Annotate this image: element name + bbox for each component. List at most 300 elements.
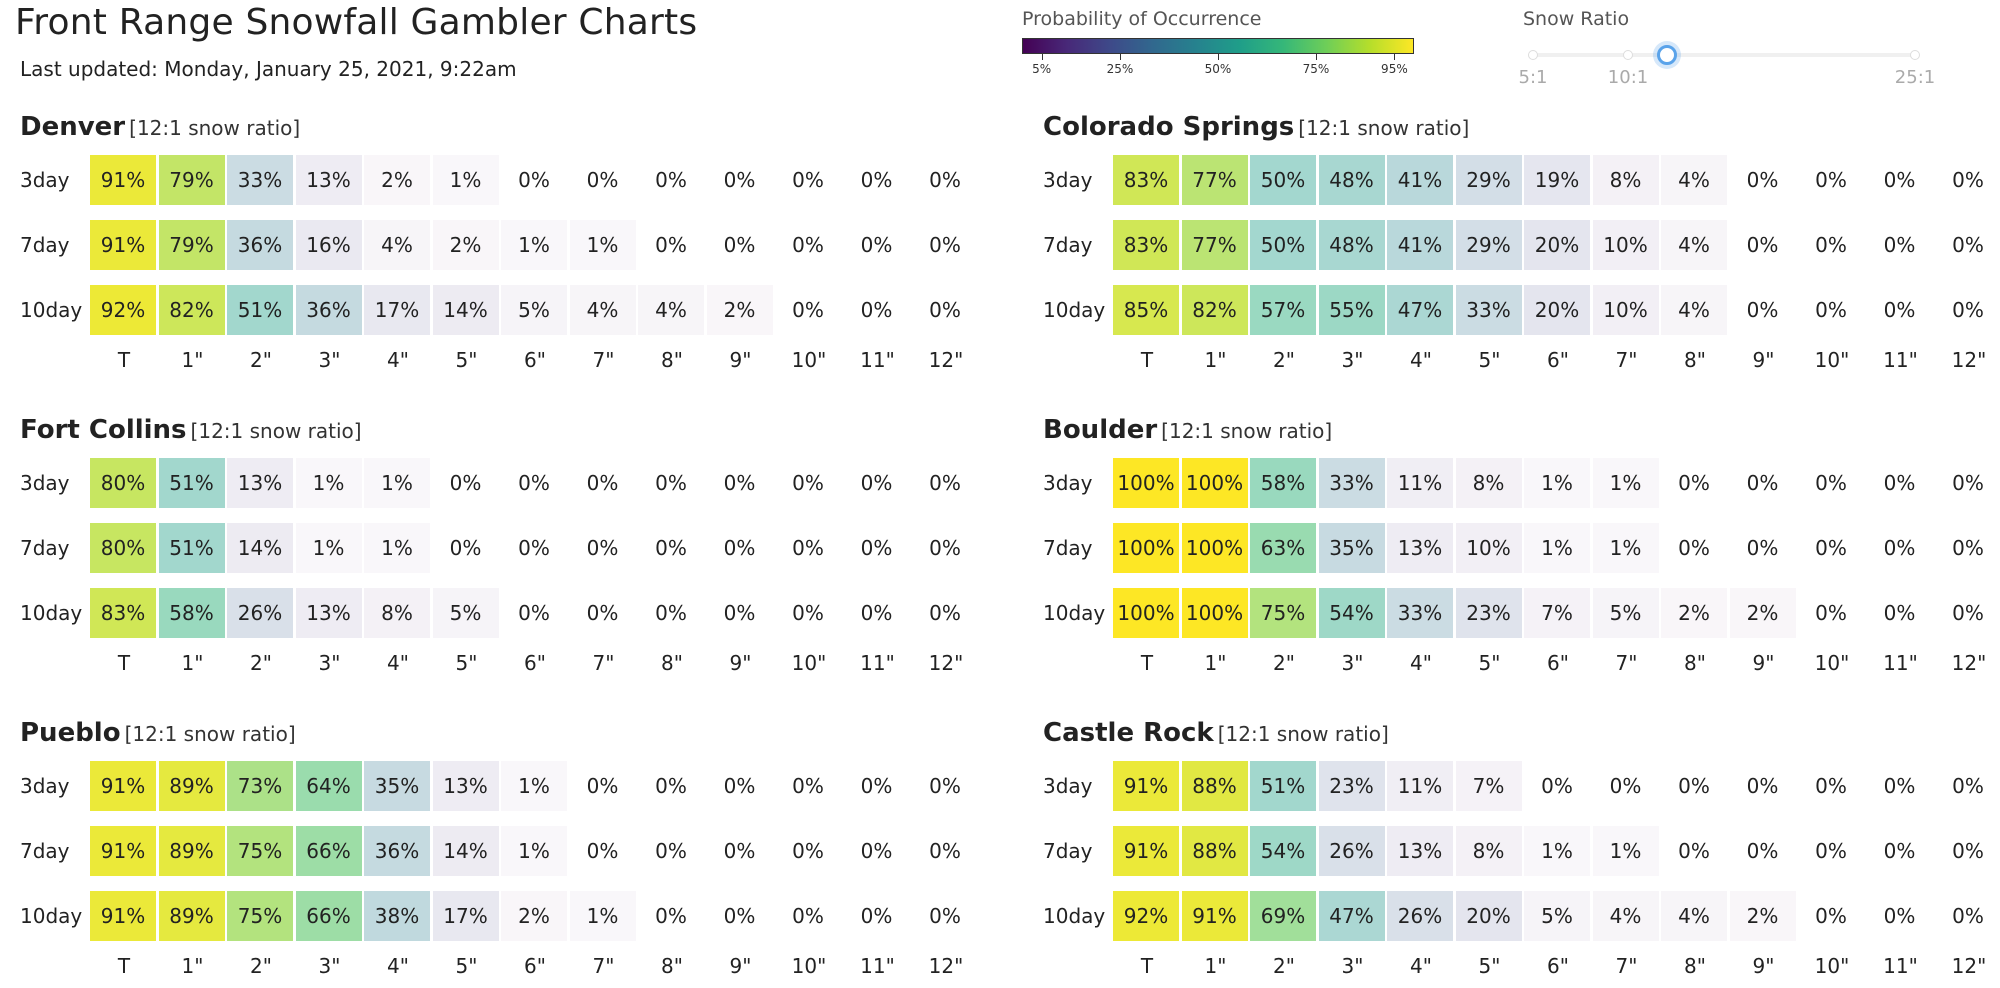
heatmap-cell: 83% — [90, 588, 157, 638]
city-name: Fort Collins — [20, 415, 187, 445]
heatmap-cell: 0% — [775, 826, 842, 876]
column-label: 4" — [1410, 651, 1432, 675]
heatmap-cell: 0% — [775, 285, 842, 335]
row-label: 10day — [20, 298, 83, 322]
heatmap-cell: 0% — [912, 761, 979, 811]
heatmap-cell: 26% — [1387, 891, 1454, 941]
heatmap-cell: 0% — [570, 761, 637, 811]
heatmap-cell: 0% — [775, 891, 842, 941]
heatmap-cell: 0% — [501, 458, 568, 508]
heatmap-cell: 80% — [90, 458, 157, 508]
heatmap-cell: 50% — [1250, 220, 1317, 270]
column-label: 1" — [1204, 954, 1227, 978]
column-label: 12" — [1951, 651, 1987, 675]
column-label: T — [117, 954, 131, 978]
slider-label-mid: 10:1 — [1607, 67, 1649, 88]
heatmap-cell: 1% — [1593, 826, 1660, 876]
heatmap-cell: 0% — [1798, 588, 1865, 638]
heatmap-cell: 17% — [364, 285, 431, 335]
heatmap-cell: 88% — [1182, 826, 1249, 876]
heatmap-cell: 0% — [570, 588, 637, 638]
heatmap-cell: 33% — [1456, 285, 1523, 335]
city-name: Pueblo — [20, 718, 121, 748]
heatmap-cell: 2% — [433, 220, 500, 270]
heatmap-cell: 1% — [433, 155, 500, 205]
heatmap-cell: 79% — [159, 155, 226, 205]
column-label: 9" — [729, 954, 752, 978]
heatmap-cell: 69% — [1250, 891, 1317, 941]
column-label: 10" — [1814, 348, 1850, 372]
heatmap-cell: 91% — [90, 761, 157, 811]
heatmap-cell: 0% — [1661, 523, 1728, 573]
column-label: 8" — [661, 348, 683, 372]
heatmap-cell: 51% — [1250, 761, 1317, 811]
heatmap-cell: 0% — [1730, 761, 1797, 811]
heatmap-cell: 1% — [570, 891, 637, 941]
heatmap-cell: 0% — [638, 220, 705, 270]
heatmap-cell: 0% — [1524, 761, 1591, 811]
heatmap-cell: 0% — [501, 155, 568, 205]
city-name: Colorado Springs — [1043, 112, 1295, 142]
heatmap-cell: 47% — [1387, 285, 1454, 335]
snow-ratio-note: [12:1 snow ratio] — [124, 722, 296, 746]
heatmap-cell: 1% — [1593, 458, 1660, 508]
heatmap-cell: 17% — [433, 891, 500, 941]
heatmap-cell: 85% — [1113, 285, 1180, 335]
column-label: 11" — [860, 651, 895, 675]
heatmap-cell: 77% — [1182, 220, 1249, 270]
column-label: 5" — [455, 954, 478, 978]
city-name: Boulder — [1043, 415, 1158, 445]
heatmap-cell: 41% — [1387, 155, 1454, 205]
chart-title — [1043, 415, 1332, 445]
column-label: T — [117, 348, 131, 372]
column-label: 8" — [1684, 348, 1706, 372]
heatmap-cell: 91% — [90, 826, 157, 876]
column-label: 10" — [1814, 954, 1850, 978]
heatmap-cell: 0% — [775, 458, 842, 508]
legend-tick-label: 95% — [1381, 62, 1408, 76]
row-label: 7day — [20, 233, 70, 257]
heatmap-cell: 0% — [775, 761, 842, 811]
heatmap-cell: 1% — [501, 761, 568, 811]
heatmap-cell: 8% — [1456, 826, 1523, 876]
column-label: 12" — [928, 651, 964, 675]
chart-title — [1043, 718, 1389, 748]
heatmap-cell: 100% — [1182, 458, 1249, 508]
heatmap-cell: 10% — [1593, 220, 1660, 270]
heatmap-cell: 35% — [364, 761, 431, 811]
heatmap-cell: 0% — [775, 155, 842, 205]
heatmap-cell: 33% — [1387, 588, 1454, 638]
heatmap-cell: 5% — [433, 588, 500, 638]
heatmap-cell: 58% — [1250, 458, 1317, 508]
heatmap-cell: 0% — [501, 588, 568, 638]
heatmap-cell: 73% — [227, 761, 294, 811]
chart-colorado-springs — [1043, 112, 2000, 372]
column-label: 4" — [387, 954, 409, 978]
row-label: 3day — [20, 471, 70, 495]
column-label: 1" — [1204, 651, 1227, 675]
heatmap-cell: 0% — [1867, 155, 1934, 205]
chart-title — [1043, 112, 1469, 142]
heatmap-cell: 0% — [1935, 891, 2000, 941]
heatmap-cell: 14% — [433, 285, 500, 335]
column-label: 5" — [1478, 954, 1501, 978]
heatmap-cell: 91% — [1182, 891, 1249, 941]
chart-title — [20, 112, 300, 142]
slider-handle[interactable] — [1657, 45, 1677, 65]
heatmap-cell: 36% — [364, 826, 431, 876]
heatmap-cell: 16% — [296, 220, 363, 270]
heatmap-cell: 0% — [1798, 155, 1865, 205]
snow-ratio-note: [12:1 snow ratio] — [1161, 419, 1333, 443]
heatmap-cell: 13% — [433, 761, 500, 811]
heatmap-cell: 0% — [1867, 523, 1934, 573]
row-label: 7day — [1043, 536, 1093, 560]
heatmap-cell: 4% — [570, 285, 637, 335]
heatmap-cell: 82% — [1182, 285, 1249, 335]
heatmap-cell: 64% — [296, 761, 363, 811]
heatmap-cell: 0% — [1661, 761, 1728, 811]
heatmap-cell: 91% — [90, 220, 157, 270]
row-label: 7day — [1043, 233, 1093, 257]
heatmap-cell: 0% — [844, 458, 911, 508]
heatmap-cell: 91% — [1113, 761, 1180, 811]
heatmap-cell: 0% — [775, 588, 842, 638]
heatmap-cell: 0% — [1798, 458, 1865, 508]
heatmap-cell: 2% — [707, 285, 774, 335]
column-label: 8" — [1684, 651, 1706, 675]
heatmap-cell: 5% — [1524, 891, 1591, 941]
heatmap-cell: 0% — [1935, 826, 2000, 876]
column-label: 2" — [250, 651, 272, 675]
column-label: 7" — [592, 651, 615, 675]
heatmap-cell: 0% — [1798, 220, 1865, 270]
row-label: 7day — [20, 536, 70, 560]
heatmap-cell: 89% — [159, 826, 226, 876]
heatmap-cell: 2% — [501, 891, 568, 941]
heatmap-cell: 0% — [1730, 826, 1797, 876]
heatmap-cell: 26% — [1319, 826, 1386, 876]
column-label: T — [1140, 348, 1154, 372]
column-label: 8" — [661, 651, 683, 675]
heatmap-cell: 0% — [912, 155, 979, 205]
heatmap-cell: 8% — [1456, 458, 1523, 508]
legend-tick — [1120, 54, 1121, 60]
column-label: 6" — [1547, 348, 1569, 372]
city-name: Denver — [20, 112, 126, 142]
heatmap-cell: 20% — [1524, 220, 1591, 270]
heatmap-cell: 0% — [1798, 891, 1865, 941]
heatmap-cell: 0% — [570, 523, 637, 573]
heatmap-cell: 0% — [1730, 285, 1797, 335]
column-label: T — [117, 651, 131, 675]
chart-denver — [20, 112, 1000, 372]
last-updated: Last updated: Monday, January 25, 2021, 9:22am — [20, 57, 517, 81]
heatmap-cell: 1% — [296, 458, 363, 508]
heatmap-cell: 0% — [1730, 155, 1797, 205]
city-name: Castle Rock — [1043, 718, 1214, 748]
heatmap-cell: 7% — [1456, 761, 1523, 811]
column-label: 1" — [1204, 348, 1227, 372]
heatmap-cell: 66% — [296, 891, 363, 941]
heatmap-cell: 0% — [844, 220, 911, 270]
legend-tick-label: 5% — [1032, 62, 1052, 76]
column-label: 7" — [592, 348, 615, 372]
heatmap-cell: 0% — [1867, 588, 1934, 638]
chart-pueblo — [20, 718, 1000, 978]
column-label: 2" — [1273, 348, 1295, 372]
heatmap-cell: 75% — [227, 826, 294, 876]
column-label: 1" — [181, 348, 204, 372]
heatmap-cell: 1% — [1593, 523, 1660, 573]
heatmap-cell: 83% — [1113, 220, 1180, 270]
heatmap-cell: 0% — [638, 761, 705, 811]
heatmap-cell: 14% — [227, 523, 294, 573]
heatmap-cell: 2% — [1730, 891, 1797, 941]
heatmap-cell: 1% — [1524, 458, 1591, 508]
heatmap-cell: 38% — [364, 891, 431, 941]
row-label: 3day — [1043, 471, 1093, 495]
snow-ratio-slider[interactable] — [1519, 8, 1939, 88]
heatmap-cell: 1% — [364, 458, 431, 508]
heatmap-cell: 0% — [912, 458, 979, 508]
column-label: 3" — [318, 954, 341, 978]
heatmap-cell: 0% — [1730, 220, 1797, 270]
heatmap-cell: 1% — [296, 523, 363, 573]
heatmap-cell: 2% — [1730, 588, 1797, 638]
heatmap-cell: 0% — [1798, 826, 1865, 876]
legend-tick — [1042, 54, 1043, 60]
heatmap-cell: 11% — [1387, 761, 1454, 811]
snow-ratio-note: [12:1 snow ratio] — [1298, 116, 1470, 140]
column-label: 4" — [387, 651, 409, 675]
column-label: 7" — [1615, 954, 1638, 978]
heatmap-cell: 0% — [638, 588, 705, 638]
column-label: 9" — [1752, 954, 1775, 978]
row-label: 10day — [20, 601, 83, 625]
column-label: 4" — [1410, 348, 1432, 372]
slider-stop-mid[interactable] — [1623, 50, 1633, 60]
heatmap-cell: 29% — [1456, 220, 1523, 270]
heatmap-cell: 0% — [1935, 761, 2000, 811]
column-label: 7" — [592, 954, 615, 978]
legend-tick-label: 50% — [1204, 62, 1232, 76]
heatmap-cell: 1% — [364, 523, 431, 573]
chart-title — [20, 718, 296, 748]
heatmap-cell: 26% — [227, 588, 294, 638]
heatmap-cell: 23% — [1456, 588, 1523, 638]
heatmap-cell: 0% — [707, 220, 774, 270]
chart-fort-collins — [20, 415, 1000, 675]
column-label: 3" — [1341, 954, 1364, 978]
heatmap-cell: 35% — [1319, 523, 1386, 573]
heatmap-cell: 54% — [1250, 826, 1317, 876]
heatmap-cell: 92% — [1113, 891, 1180, 941]
heatmap-cell: 0% — [1867, 220, 1934, 270]
heatmap-cell: 48% — [1319, 220, 1386, 270]
column-label: 3" — [318, 651, 341, 675]
slider-stop-max[interactable] — [1910, 50, 1920, 60]
heatmap-cell: 10% — [1593, 285, 1660, 335]
heatmap-cell: 36% — [227, 220, 294, 270]
heatmap-cell: 7% — [1524, 588, 1591, 638]
heatmap-cell: 0% — [707, 523, 774, 573]
column-label: 6" — [524, 348, 546, 372]
heatmap-cell: 83% — [1113, 155, 1180, 205]
heatmap-cell: 100% — [1113, 458, 1180, 508]
heatmap-cell: 0% — [1935, 588, 2000, 638]
heatmap-cell: 0% — [844, 523, 911, 573]
column-label: 1" — [181, 954, 204, 978]
heatmap-cell: 50% — [1250, 155, 1317, 205]
heatmap-cell: 8% — [364, 588, 431, 638]
slider-track[interactable] — [1533, 53, 1915, 57]
heatmap-cell: 0% — [844, 826, 911, 876]
legend-colorbar — [1022, 38, 1414, 78]
column-label: 11" — [1883, 348, 1918, 372]
heatmap-cell: 0% — [707, 155, 774, 205]
heatmap-cell: 0% — [775, 220, 842, 270]
heatmap-cell: 41% — [1387, 220, 1454, 270]
heatmap-cell: 36% — [296, 285, 363, 335]
heatmap-cell: 1% — [570, 220, 637, 270]
column-label: 10" — [791, 651, 827, 675]
row-label: 7day — [1043, 839, 1093, 863]
heatmap-cell: 29% — [1456, 155, 1523, 205]
heatmap-cell: 0% — [1935, 285, 2000, 335]
heatmap-cell: 0% — [707, 458, 774, 508]
column-label: 2" — [250, 954, 272, 978]
heatmap-cell: 0% — [912, 285, 979, 335]
column-label: 10" — [1814, 651, 1850, 675]
column-label: 12" — [928, 348, 964, 372]
heatmap-cell: 0% — [844, 761, 911, 811]
legend-title: Probability of Occurrence — [1022, 8, 1262, 30]
heatmap-cell: 48% — [1319, 155, 1386, 205]
heatmap-cell: 0% — [1867, 826, 1934, 876]
column-label: 4" — [1410, 954, 1432, 978]
column-label: T — [1140, 954, 1154, 978]
row-label: 10day — [20, 904, 83, 928]
heatmap-cell: 4% — [1593, 891, 1660, 941]
heatmap-cell: 0% — [1798, 285, 1865, 335]
column-label: 7" — [1615, 348, 1638, 372]
heatmap-cell: 33% — [1319, 458, 1386, 508]
heatmap-cell: 0% — [638, 891, 705, 941]
heatmap-cell: 4% — [1661, 285, 1728, 335]
heatmap-cell: 0% — [912, 220, 979, 270]
column-label: 5" — [455, 348, 478, 372]
heatmap-cell: 0% — [433, 523, 500, 573]
page-title: Front Range Snowfall Gambler Charts — [15, 2, 698, 43]
heatmap-cell: 8% — [1593, 155, 1660, 205]
heatmap-cell: 1% — [1524, 523, 1591, 573]
column-label: 1" — [181, 651, 204, 675]
heatmap-cell: 5% — [1593, 588, 1660, 638]
heatmap-cell: 75% — [1250, 588, 1317, 638]
heatmap-cell: 23% — [1319, 761, 1386, 811]
heatmap-cell: 5% — [501, 285, 568, 335]
column-label: 9" — [1752, 348, 1775, 372]
heatmap-cell: 0% — [1867, 458, 1934, 508]
heatmap-cell: 0% — [1935, 523, 2000, 573]
heatmap-cell: 0% — [912, 588, 979, 638]
column-label: 10" — [791, 348, 827, 372]
heatmap-cell: 0% — [912, 826, 979, 876]
heatmap-cell: 0% — [570, 458, 637, 508]
heatmap-cell: 0% — [912, 891, 979, 941]
heatmap-cell: 91% — [90, 891, 157, 941]
column-label: 11" — [860, 348, 895, 372]
heatmap-cell: 57% — [1250, 285, 1317, 335]
snow-ratio-note: [12:1 snow ratio] — [129, 116, 301, 140]
heatmap-cell: 13% — [227, 458, 294, 508]
heatmap-cell: 0% — [1593, 761, 1660, 811]
heatmap-cell: 1% — [501, 826, 568, 876]
heatmap-cell: 58% — [159, 588, 226, 638]
heatmap-cell: 80% — [90, 523, 157, 573]
heatmap-cell: 4% — [1661, 155, 1728, 205]
column-label: 9" — [1752, 651, 1775, 675]
column-label: 3" — [318, 348, 341, 372]
heatmap-cell: 51% — [159, 458, 226, 508]
heatmap-cell: 1% — [501, 220, 568, 270]
legend-gradient — [1022, 38, 1414, 54]
row-label: 10day — [1043, 601, 1106, 625]
heatmap-cell: 0% — [433, 458, 500, 508]
heatmap-cell: 100% — [1182, 523, 1249, 573]
heatmap-cell: 89% — [159, 761, 226, 811]
legend-tick-label: 25% — [1106, 62, 1134, 76]
heatmap-cell: 0% — [707, 761, 774, 811]
column-label: T — [1140, 651, 1154, 675]
heatmap-cell: 0% — [1935, 220, 2000, 270]
column-label: 7" — [1615, 651, 1638, 675]
heatmap-cell: 63% — [1250, 523, 1317, 573]
legend-tick-label: 75% — [1302, 62, 1330, 76]
heatmap-cell: 2% — [1661, 588, 1728, 638]
heatmap-cell: 0% — [707, 826, 774, 876]
row-label: 3day — [20, 168, 70, 192]
column-label: 8" — [1684, 954, 1706, 978]
heatmap-cell: 55% — [1319, 285, 1386, 335]
legend-tick — [1394, 54, 1395, 60]
heatmap-cell: 0% — [775, 523, 842, 573]
heatmap-cell: 20% — [1524, 285, 1591, 335]
heatmap-cell: 4% — [1661, 220, 1728, 270]
heatmap-cell: 0% — [570, 155, 637, 205]
column-label: 2" — [1273, 651, 1295, 675]
heatmap-cell: 0% — [1935, 155, 2000, 205]
column-label: 6" — [524, 954, 546, 978]
heatmap-cell: 0% — [638, 523, 705, 573]
heatmap-cell: 4% — [638, 285, 705, 335]
column-label: 5" — [1478, 348, 1501, 372]
heatmap-cell: 82% — [159, 285, 226, 335]
heatmap-cell: 0% — [1798, 523, 1865, 573]
slider-stop-min[interactable] — [1528, 50, 1538, 60]
heatmap-cell: 33% — [227, 155, 294, 205]
heatmap-cell: 79% — [159, 220, 226, 270]
heatmap-cell: 13% — [296, 155, 363, 205]
heatmap-cell: 66% — [296, 826, 363, 876]
column-label: 9" — [729, 348, 752, 372]
slider-label-max: 25:1 — [1894, 67, 1936, 88]
heatmap-cell: 51% — [227, 285, 294, 335]
heatmap-cell: 51% — [159, 523, 226, 573]
